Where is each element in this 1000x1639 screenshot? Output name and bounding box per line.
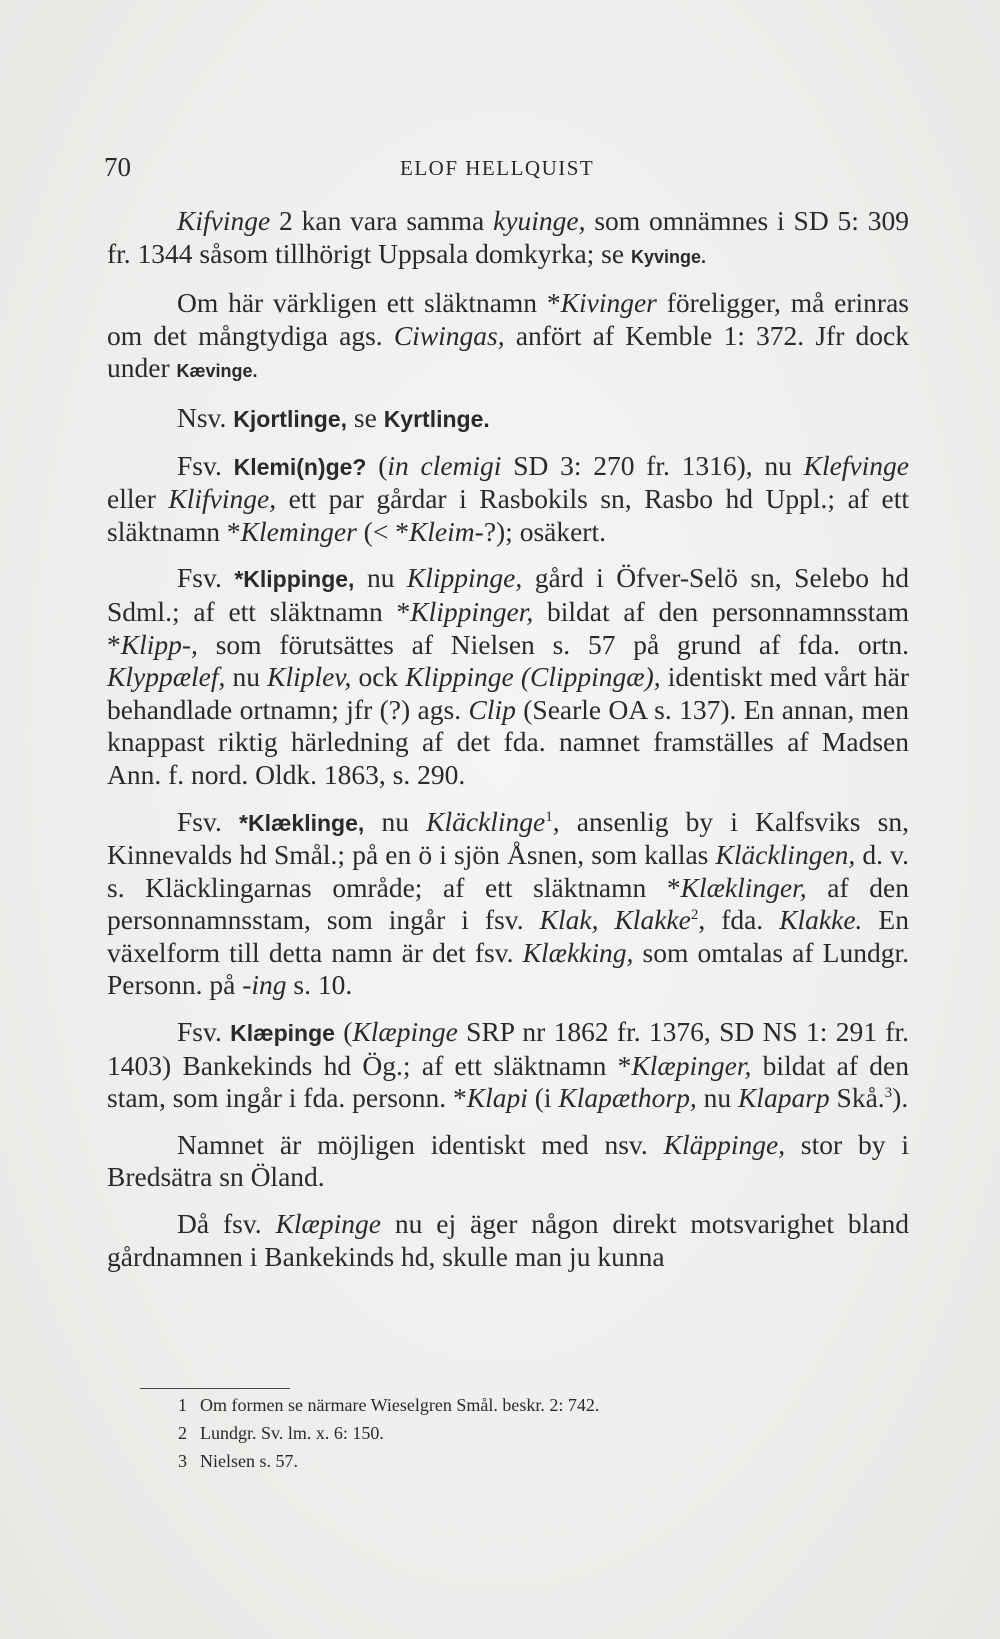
paragraph-bankekinds <box>107 1208 909 1273</box>
text-run: SRP nr 1862 fr. 1376, SD NS 1: 291 fr. 1403) Bankekinds hd Ög.; af ett släktnamn * <box>107 1016 909 1081</box>
footnote-2 <box>178 1419 599 1447</box>
text-run: af den personnamnsstam, som ingår i fsv. <box>107 871 909 936</box>
text-run: nu <box>364 805 427 837</box>
text-run: anfört af Kemble 1: 372. Jfr dock under <box>107 319 909 384</box>
text-run: nu ej äger någon direkt motsvarighet bland gårdnamnen i Bankekinds hd, skulle man ju kunna <box>107 1208 910 1272</box>
text-run: 2 kan vara samma <box>270 205 494 236</box>
text-run: , ansenlig by i Kalfsviks sn, Kinnevalds hd Smål.; på en ö i sjön Åsnen, som kallas <box>107 805 909 871</box>
text-run: Namnet är möjligen identiskt med nsv. <box>177 1128 664 1160</box>
text-run: Fsv. <box>177 805 240 837</box>
text-run: ). <box>892 1082 909 1114</box>
place-name: Kifvinge <box>177 205 271 236</box>
entry-headword: Klemi(n)ge? <box>233 453 367 480</box>
reconstructed-form: Klipp-, <box>120 628 198 660</box>
place-name: Kläppinge, <box>663 1128 786 1160</box>
entry-headword: *Klippinge, <box>234 566 355 593</box>
footnote-number: 1 <box>178 1395 187 1415</box>
entry-klaklinge <box>107 806 909 1003</box>
text-run: föreligger, må erinras om det mångtydiga ags. <box>107 287 909 351</box>
text-run: Fsv. <box>177 1016 231 1048</box>
text-run: d. v. s. Kläcklingarnas område; af ett släktnamn * <box>107 839 910 903</box>
footnote-marker[interactable]: 1 <box>545 808 553 825</box>
footnotes <box>178 1391 599 1475</box>
text-run: ock <box>351 661 406 693</box>
page-number: 70 <box>104 152 131 182</box>
footnote-marker[interactable]: 3 <box>884 1085 893 1102</box>
reconstructed-form: Kleim- <box>408 515 484 547</box>
entry-klapinge <box>107 1016 909 1115</box>
paragraph-klappinge <box>107 1129 909 1194</box>
text-run: som omtalas af Lundgr. Personn. på <box>107 936 909 1001</box>
text-run: nu <box>354 562 407 594</box>
text-run: identiskt med vårt här behandlade ortnamn; jfr (?) ags. <box>107 661 910 725</box>
place-name: Klippinge (Clippingæ), <box>405 661 661 693</box>
cited-form: Ciwingas, <box>393 319 505 351</box>
place-name: Klefvinge <box>803 449 909 481</box>
body-text <box>107 205 909 1287</box>
text-run: nu <box>696 1082 738 1114</box>
text-run: se <box>347 401 384 433</box>
place-name: kyuinge, <box>493 205 586 236</box>
cited-form: Klæpinge <box>352 1016 458 1048</box>
cited-form: Klæpinge <box>275 1208 381 1240</box>
reconstructed-form: Klæklinger, <box>680 871 807 903</box>
place-name: Klifvinge, <box>168 483 277 515</box>
text-run: Skå. <box>829 1082 885 1114</box>
text-run: En växelform till detta namn är det fsv. <box>107 904 909 968</box>
text-run: som omnämnes i SD 5: 309 fr. 1344 såsom tillhörigt Uppsala domkyrka; se <box>107 205 910 269</box>
cross-reference: Kyrtlinge. <box>383 405 490 432</box>
text-run: , fda. <box>698 904 780 936</box>
text-run: bildat af den stam, som ingår i fda. personn. * <box>107 1049 909 1114</box>
reconstructed-form: Klapi <box>466 1082 528 1114</box>
reconstructed-form: Klæpinger, <box>631 1049 752 1081</box>
text-run: Då fsv. <box>177 1208 276 1240</box>
text-run: Om här värkligen ett släktnamn * <box>177 287 561 319</box>
text-run: stor by i Bredsätra sn Öland. <box>107 1128 909 1193</box>
footnote-1 <box>178 1391 599 1419</box>
place-name: Klapæthorp, <box>558 1082 697 1114</box>
text-run: s. 10. <box>286 969 353 1001</box>
text-run: Fsv. <box>177 449 234 481</box>
entry-headword: *Klæklinge, <box>239 809 365 836</box>
place-name: Kläcklinge <box>426 805 546 837</box>
cross-reference: Kyvinge. <box>630 246 706 267</box>
text-run: Nsv. <box>177 401 234 433</box>
footnote-text: Nielsen s. 57. <box>200 1451 298 1471</box>
cited-form: in clemigi <box>387 449 502 481</box>
entry-klemi-n-ge <box>107 450 909 549</box>
place-name: Kliplev, <box>267 661 352 693</box>
text-run: ett par gårdar i Rasbokils sn, Rasbo hd Uppl.; af ett släktnamn * <box>107 483 909 547</box>
cited-form: Klakke. <box>779 904 863 936</box>
cited-form: Klækking, <box>522 936 634 968</box>
reconstructed-form: Kleminger <box>240 515 357 547</box>
reconstructed-form: Klippinger, <box>410 595 534 627</box>
footnote-number: 3 <box>178 1451 187 1471</box>
entry-kjortlinge <box>107 402 909 436</box>
text-run: nu <box>225 661 268 693</box>
text-run: ?); osäkert. <box>483 515 606 547</box>
text-run: (i <box>527 1082 559 1114</box>
place-name: Kläcklingen, <box>715 839 856 871</box>
cited-form: Klyppælef, <box>107 661 226 693</box>
text-run: (Searle OA s. 137). En annan, men knappast riktig härledning af det fda. namnet framställes af Madsen Ann. f. nord. Oldk. 1863, s. 290. <box>107 693 909 790</box>
text-run: (< * <box>356 515 409 547</box>
footnote-number: 2 <box>178 1423 187 1443</box>
running-head <box>104 152 904 192</box>
text-run: ( <box>366 449 388 481</box>
cited-form: Clip <box>468 693 516 725</box>
text-run: Fsv. <box>177 562 235 594</box>
text-run: som förutsättes af Nielsen s. 57 på grund af fda. ortn. <box>197 628 909 660</box>
text-run: gård i Öfver-Selö sn, Selebo hd Sdml.; af ett släktnamn * <box>107 562 909 627</box>
reconstructed-form: Kivinger <box>560 287 657 319</box>
footnote-marker[interactable]: 2 <box>690 907 699 924</box>
place-name: Klippinge, <box>406 562 523 594</box>
footnote-text: Om formen se närmare Wieselgren Smål. beskr. 2: 742. <box>200 1395 600 1415</box>
cited-form: Klak, Klakke <box>539 904 691 936</box>
text-run: ( <box>334 1016 353 1048</box>
paragraph-kivinger <box>107 287 909 388</box>
cross-reference: Kævinge. <box>176 361 258 382</box>
footnote-3 <box>178 1447 599 1475</box>
entry-klippinge <box>107 562 909 791</box>
text-run: eller <box>107 483 169 515</box>
text-run: SD 3: 270 fr. 1316), nu <box>501 449 804 481</box>
footnote-text: Lundgr. Sv. lm. x. 6: 150. <box>200 1423 384 1443</box>
entry-headword: Klæpinge <box>230 1020 335 1047</box>
paragraph-kifvinge <box>107 205 909 273</box>
running-title: ELOF HELLQUIST <box>400 156 595 180</box>
entry-headword: Kjortlinge, <box>233 405 348 432</box>
text-run: bildat af den personnamnsstam * <box>107 595 909 660</box>
place-name: Klaparp <box>737 1082 830 1114</box>
footnote-divider <box>140 1388 290 1389</box>
cited-form: -ing <box>242 969 287 1001</box>
